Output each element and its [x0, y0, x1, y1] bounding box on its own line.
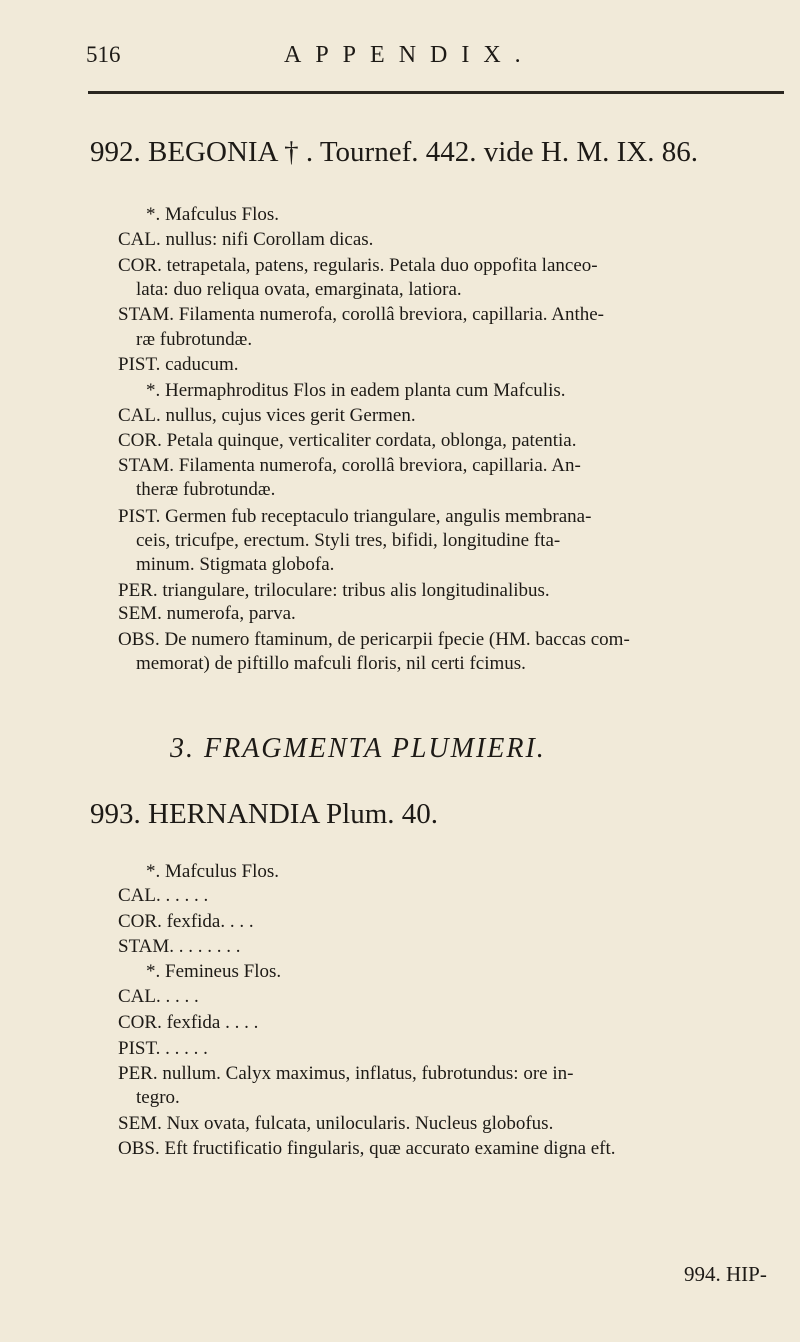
begonia-stam-h-1: STAM. Filamenta numerofa, corollâ breviora, capillaria. An- [118, 455, 581, 476]
begonia-obs-1: OBS. De numero ftaminum, de pericarpii fpecie (HM. baccas com- [118, 629, 630, 650]
hernandia-female-label: *. Femineus Flos. [146, 961, 282, 982]
header-rule [88, 91, 784, 94]
begonia-cal-h: CAL. nullus, cujus vices gerit Germen. [118, 405, 416, 426]
hernandia-cal-f: CAL. . . . . [118, 986, 199, 1007]
hernandia-cal: CAL. . . . . . [118, 885, 209, 906]
hernandia-per-1: PER. nullum. Calyx maximus, inflatus, fubrotundus: ore in- [118, 1063, 574, 1084]
hernandia-male-label: *. Mafculus Flos. [146, 861, 279, 882]
begonia-pist-h-3: minum. Stigmata globofa. [136, 554, 335, 575]
begonia-cor-h: COR. Petala quinque, verticaliter cordata, oblonga, patentia. [118, 430, 577, 451]
hernandia-cor: COR. fexfida. . . . [118, 911, 254, 932]
begonia-herm-label: *. Hermaphroditus Flos in eadem planta cum Mafculis. [146, 380, 566, 401]
hernandia-per-2: tegro. [136, 1087, 180, 1108]
begonia-cal: CAL. nullus: nifi Corollam dicas. [118, 229, 374, 250]
begonia-cor-2: lata: duo reliqua ovata, emarginata, latiora. [136, 279, 462, 300]
hernandia-obs: OBS. Eft fructificatio fingularis, quæ accurato examine digna eft. [118, 1138, 616, 1159]
catchword: 994. HIP- [684, 1262, 767, 1286]
begonia-male-label: *. Mafculus Flos. [146, 204, 279, 225]
running-title: APPENDIX. [284, 42, 535, 68]
hernandia-heading: 993. HERNANDIA Plum. 40. [90, 798, 439, 830]
hernandia-stam: STAM. . . . . . . . [118, 936, 241, 957]
section-title-fragmenta: 3. FRAGMENTA PLUMIERI. [170, 733, 546, 764]
begonia-per: PER. triangulare, triloculare: tribus alis longitudinalibus. [118, 580, 550, 601]
page-number: 516 [86, 42, 121, 67]
hernandia-cor-f: COR. fexfida . . . . [118, 1012, 259, 1033]
begonia-stam-h-2: theræ fubrotundæ. [136, 479, 276, 500]
begonia-cor-1: COR. tetrapetala, patens, regularis. Petala duo oppofita lanceo- [118, 255, 598, 276]
begonia-pist-h-1: PIST. Germen fub receptaculo triangulare, angulis membrana- [118, 506, 592, 527]
hernandia-pist: PIST. . . . . . [118, 1038, 208, 1059]
begonia-stam-2: ræ fubrotundæ. [136, 329, 253, 350]
begonia-pist: PIST. caducum. [118, 354, 239, 375]
begonia-obs-2: memorat) de piftillo mafculi floris, nil certi fcimus. [136, 653, 526, 674]
begonia-pist-h-2: ceis, tricufpe, erectum. Styli tres, bifidi, longitudine fta- [136, 530, 561, 551]
hernandia-sem: SEM. Nux ovata, fulcata, unilocularis. Nucleus globofus. [118, 1113, 554, 1134]
begonia-heading: 992. BEGONIA † . Tournef. 442. vide H. M. IX. 86. [90, 136, 698, 168]
begonia-stam-1: STAM. Filamenta numerofa, corollâ breviora, capillaria. Anthe- [118, 304, 604, 325]
begonia-sem: SEM. numerofa, parva. [118, 603, 296, 624]
